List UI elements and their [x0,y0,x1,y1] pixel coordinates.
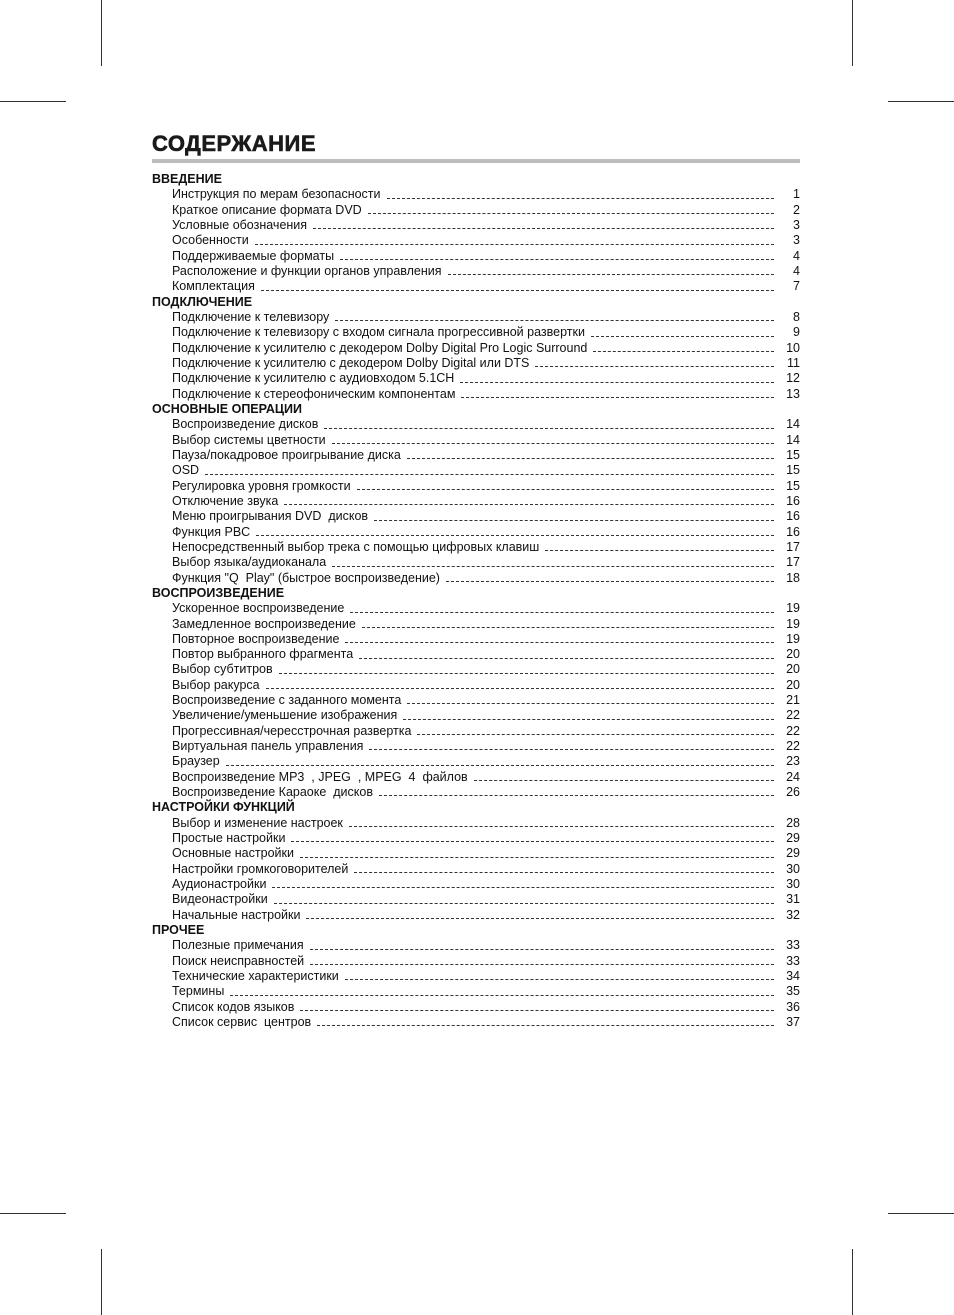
toc-section [152,172,800,295]
entry-title: Функция "Q Play" (быстрое воспроизведение) [172,570,440,585]
toc-entry[interactable] [152,739,800,754]
toc-entry[interactable] [152,525,800,540]
entry-title: Выбор субтитров [172,662,273,677]
toc-entry[interactable] [152,954,800,969]
crop-mark-bottom-right-horizontal [888,1213,954,1214]
dotted-leader [300,1010,774,1011]
dotted-leader [335,320,774,321]
entry-page-number: 15 [786,478,800,493]
dotted-leader [362,627,774,628]
toc-entry[interactable] [152,678,800,693]
dotted-leader [266,688,774,689]
entry-page-number: 33 [786,953,800,968]
dotted-leader [332,566,774,567]
entry-page-number: 32 [786,907,800,922]
entry-page-number: 19 [786,601,800,616]
entry-page-number: 20 [786,677,800,692]
entry-title: Браузер [172,754,220,769]
entry-title: Подключение к телевизору [172,309,330,324]
entry-title: Простые настройки [172,831,286,846]
entry-page-number: 15 [786,447,800,462]
entry-title: Воспроизведение с заданного момента [172,693,402,708]
entry-title: Воспроизведение дисков [172,417,319,432]
entry-page-number: 11 [787,355,800,370]
toc-entry[interactable] [152,617,800,632]
crop-mark-bottom-left-vertical [101,1249,102,1315]
dotted-leader [446,581,774,582]
dotted-leader [350,612,774,613]
toc-entry[interactable] [152,249,800,264]
entry-page-number: 14 [786,417,800,432]
dotted-leader [461,397,774,398]
entry-title: Подключение к усилителю с аудиовходом 5.1CH [172,371,455,386]
entry-page-number: 18 [786,570,800,585]
entry-title: Прогрессивная/чересстрочная развертка [172,723,412,738]
toc-entry[interactable] [152,754,800,769]
entry-page-number: 28 [786,815,800,830]
dotted-leader [313,228,774,229]
toc-section [152,295,800,402]
entry-page-number: 8 [793,309,800,324]
entry-title: Воспроизведение Караоке дисков [172,785,373,800]
entry-page-number: 19 [786,631,800,646]
entry-page-number: 30 [786,877,800,892]
toc-entry[interactable] [152,663,800,678]
section-heading: НАСТРОЙКИ ФУНКЦИЙ [152,800,295,815]
entry-page-number: 24 [786,769,800,784]
entry-title: Технические характеристики [172,969,339,984]
page-title: СОДЕРЖАНИЕ [152,131,317,156]
entry-title: Выбор системы цветности [172,432,326,447]
toc-entry[interactable] [152,969,800,984]
dotted-leader [345,642,774,643]
dotted-leader [306,918,774,919]
toc-entry[interactable] [152,632,800,647]
toc-entry[interactable] [152,264,800,279]
dotted-leader [349,826,774,827]
crop-mark-bottom-right-vertical [852,1249,853,1315]
dotted-leader [274,903,774,904]
entry-page-number: 22 [786,723,800,738]
entry-title: Непосредственный выбор трека с помощью цифровых клавиш [172,539,540,554]
entry-page-number: 37 [786,1015,800,1030]
entry-page-number: 16 [786,509,800,524]
entry-title: Виртуальная панель управления [172,739,364,754]
toc-entry[interactable] [152,540,800,555]
toc-entry[interactable] [152,433,800,448]
crop-mark-top-left-vertical [101,0,102,66]
dotted-leader [300,857,774,858]
toc-entry[interactable] [152,448,800,463]
toc-entry[interactable] [152,693,800,708]
entry-page-number: 3 [793,233,800,248]
entry-title: Подключение к телевизору с входом сигнала прогрессивной развертки [172,325,585,340]
entry-title: Список кодов языков [172,999,295,1014]
dotted-leader [354,872,774,873]
section-heading: ПРОЧЕЕ [152,923,205,938]
dotted-leader [230,995,774,996]
dotted-leader [407,703,774,704]
entry-title: Поддерживаемые форматы [172,248,335,263]
dotted-leader [417,734,774,735]
entry-page-number: 3 [793,217,800,232]
entry-title: Повторное воспроизведение [172,631,340,646]
entry-title: OSD [172,463,200,478]
dotted-leader [369,749,774,750]
dotted-leader [448,274,774,275]
entry-title: Основные настройки [172,846,294,861]
crop-mark-bottom-left-horizontal [0,1213,66,1214]
dotted-leader [545,550,774,551]
toc-entry[interactable] [152,463,800,478]
entry-page-number: 7 [793,279,800,294]
entry-page-number: 33 [786,938,800,953]
entry-title: Полезные примечания [172,938,304,953]
toc-entry[interactable] [152,831,800,846]
entry-page-number: 2 [793,202,800,217]
toc-entry[interactable] [152,325,800,340]
entry-page-number: 10 [786,340,800,355]
dotted-leader [291,841,774,842]
toc-entry[interactable] [152,938,800,953]
toc-entry[interactable] [152,387,800,402]
table-of-contents [152,172,800,1030]
crop-mark-top-right-vertical [852,0,853,66]
entry-title: Замедленное воспроизведение [172,616,356,631]
entry-page-number: 31 [786,892,800,907]
dotted-leader [256,535,774,536]
entry-title: Видеонастройки [172,892,268,907]
entry-page-number: 20 [786,647,800,662]
entry-title: Краткое описание формата DVD [172,202,362,217]
entry-title: Выбор и изменение настроек [172,815,343,830]
toc-entry[interactable] [152,555,800,570]
entry-title: Подключение к стереофоническим компонентам [172,386,456,401]
toc-entry[interactable] [152,908,800,923]
toc-entry[interactable] [152,356,800,371]
entry-title: Инструкция по мерам безопасности [172,187,381,202]
entry-title: Выбор языка/аудиоканала [172,555,327,570]
entry-page-number: 1 [793,187,800,202]
entry-title: Меню проигрывания DVD дисков [172,509,369,524]
dotted-leader [279,673,774,674]
entry-title: Подключение к усилителю с декодером Dolby Digital Pro Logic Surround [172,340,588,355]
section-heading: ПОДКЛЮЧЕНИЕ [152,294,253,309]
entry-page-number: 26 [786,785,800,800]
toc-entry[interactable] [152,724,800,739]
entry-page-number: 29 [786,831,800,846]
entry-page-number: 13 [786,386,800,401]
dotted-leader [284,504,774,505]
dotted-leader [205,474,774,475]
entry-page-number: 34 [786,969,800,984]
toc-entry[interactable] [152,1015,800,1030]
crop-mark-top-right-horizontal [888,101,954,102]
toc-entry[interactable] [152,494,800,509]
toc-entry[interactable] [152,862,800,877]
entry-title: Воспроизведение MP3 , JPEG , MPEG 4 файлов [172,769,468,784]
toc-entry[interactable] [152,877,800,892]
toc-entry[interactable] [152,892,800,907]
entry-title: Подключение к усилителю с декодером Dolby Digital или DTS [172,355,530,370]
entry-title: Особенности [172,233,249,248]
entry-page-number: 4 [793,248,800,263]
dotted-leader [460,382,774,383]
entry-page-number: 36 [786,999,800,1014]
entry-page-number: 35 [786,984,800,999]
crop-mark-top-left-horizontal [0,101,66,102]
entry-page-number: 16 [786,524,800,539]
toc-entry[interactable] [152,509,800,524]
toc-section [152,402,800,586]
dotted-leader [255,244,774,245]
dotted-leader [474,780,774,781]
dotted-leader [345,979,774,980]
entry-title: Пауза/покадровое проигрывание диска [172,447,401,462]
dotted-leader [272,887,774,888]
toc-entry[interactable] [152,203,800,218]
section-heading: ВОСПРОИЗВЕДЕНИЕ [152,585,285,600]
entry-title: Ускоренное воспроизведение [172,601,345,616]
toc-section [152,923,800,1030]
section-heading: ОСНОВНЫЕ ОПЕРАЦИИ [152,401,303,416]
dotted-leader [535,366,774,367]
toc-entry[interactable] [152,218,800,233]
dotted-leader [310,949,774,950]
entry-page-number: 17 [786,539,800,554]
entry-title: Настройки громкоговорителей [172,861,349,876]
entry-page-number: 16 [786,493,800,508]
toc-entry[interactable] [152,341,800,356]
toc-entry[interactable] [152,770,800,785]
entry-title: Повтор выбранного фрагмента [172,647,354,662]
title-rule [152,159,800,163]
dotted-leader [374,520,774,521]
entry-page-number: 21 [786,693,800,708]
entry-title: Отключение звука [172,493,279,508]
entry-page-number: 20 [786,662,800,677]
entry-page-number: 12 [786,371,800,386]
dotted-leader [387,198,774,199]
entry-title: Аудионастройки [172,877,267,892]
toc-section [152,586,800,801]
entry-title: Условные обозначения [172,217,308,232]
dotted-leader [310,964,774,965]
entry-page-number: 17 [786,555,800,570]
dotted-leader [261,290,774,291]
entry-page-number: 30 [786,861,800,876]
dotted-leader [317,1025,774,1026]
toc-entry[interactable] [152,647,800,662]
entry-title: Комплектация [172,279,255,294]
entry-page-number: 23 [786,754,800,769]
toc-entry[interactable] [152,233,800,248]
entry-title: Термины [172,984,225,999]
entry-page-number: 15 [786,463,800,478]
toc-entry[interactable] [152,279,800,294]
dotted-leader [379,795,774,796]
entry-title: Список сервис центров [172,1015,312,1030]
toc-entry[interactable] [152,1000,800,1015]
toc-entry[interactable] [152,187,800,202]
entry-title: Выбор ракурса [172,677,260,692]
entry-page-number: 14 [786,432,800,447]
dotted-leader [403,719,774,720]
entry-title: Увеличение/уменьшение изображения [172,708,398,723]
entry-page-number: 22 [786,739,800,754]
dotted-leader [368,213,774,214]
entry-title: Расположение и функции органов управления [172,263,442,278]
entry-page-number: 22 [786,708,800,723]
toc-entry[interactable] [152,846,800,861]
entry-page-number: 4 [793,263,800,278]
toc-section [152,800,800,923]
entry-title: Поиск неисправностей [172,953,305,968]
toc-entry[interactable] [152,479,800,494]
dotted-leader [407,458,774,459]
entry-title: Функция PBC [172,524,251,539]
dotted-leader [340,259,774,260]
toc-entry[interactable] [152,371,800,386]
toc-entry[interactable] [152,601,800,616]
toc-entry[interactable] [152,571,800,586]
dotted-leader [359,658,774,659]
toc-entry[interactable] [152,417,800,432]
toc-entry[interactable] [152,708,800,723]
entry-page-number: 19 [786,616,800,631]
toc-entry[interactable] [152,984,800,999]
toc-entry[interactable] [152,785,800,800]
dotted-leader [332,443,774,444]
toc-entry[interactable] [152,816,800,831]
entry-title: Начальные настройки [172,907,301,922]
dotted-leader [591,336,774,337]
toc-entry[interactable] [152,310,800,325]
entry-page-number: 29 [786,846,800,861]
entry-title: Регулировка уровня громкости [172,478,351,493]
dotted-leader [324,428,774,429]
entry-page-number: 9 [793,325,800,340]
dotted-leader [226,765,774,766]
dotted-leader [357,489,774,490]
dotted-leader [593,351,774,352]
section-heading: ВВЕДЕНИЕ [152,172,222,186]
